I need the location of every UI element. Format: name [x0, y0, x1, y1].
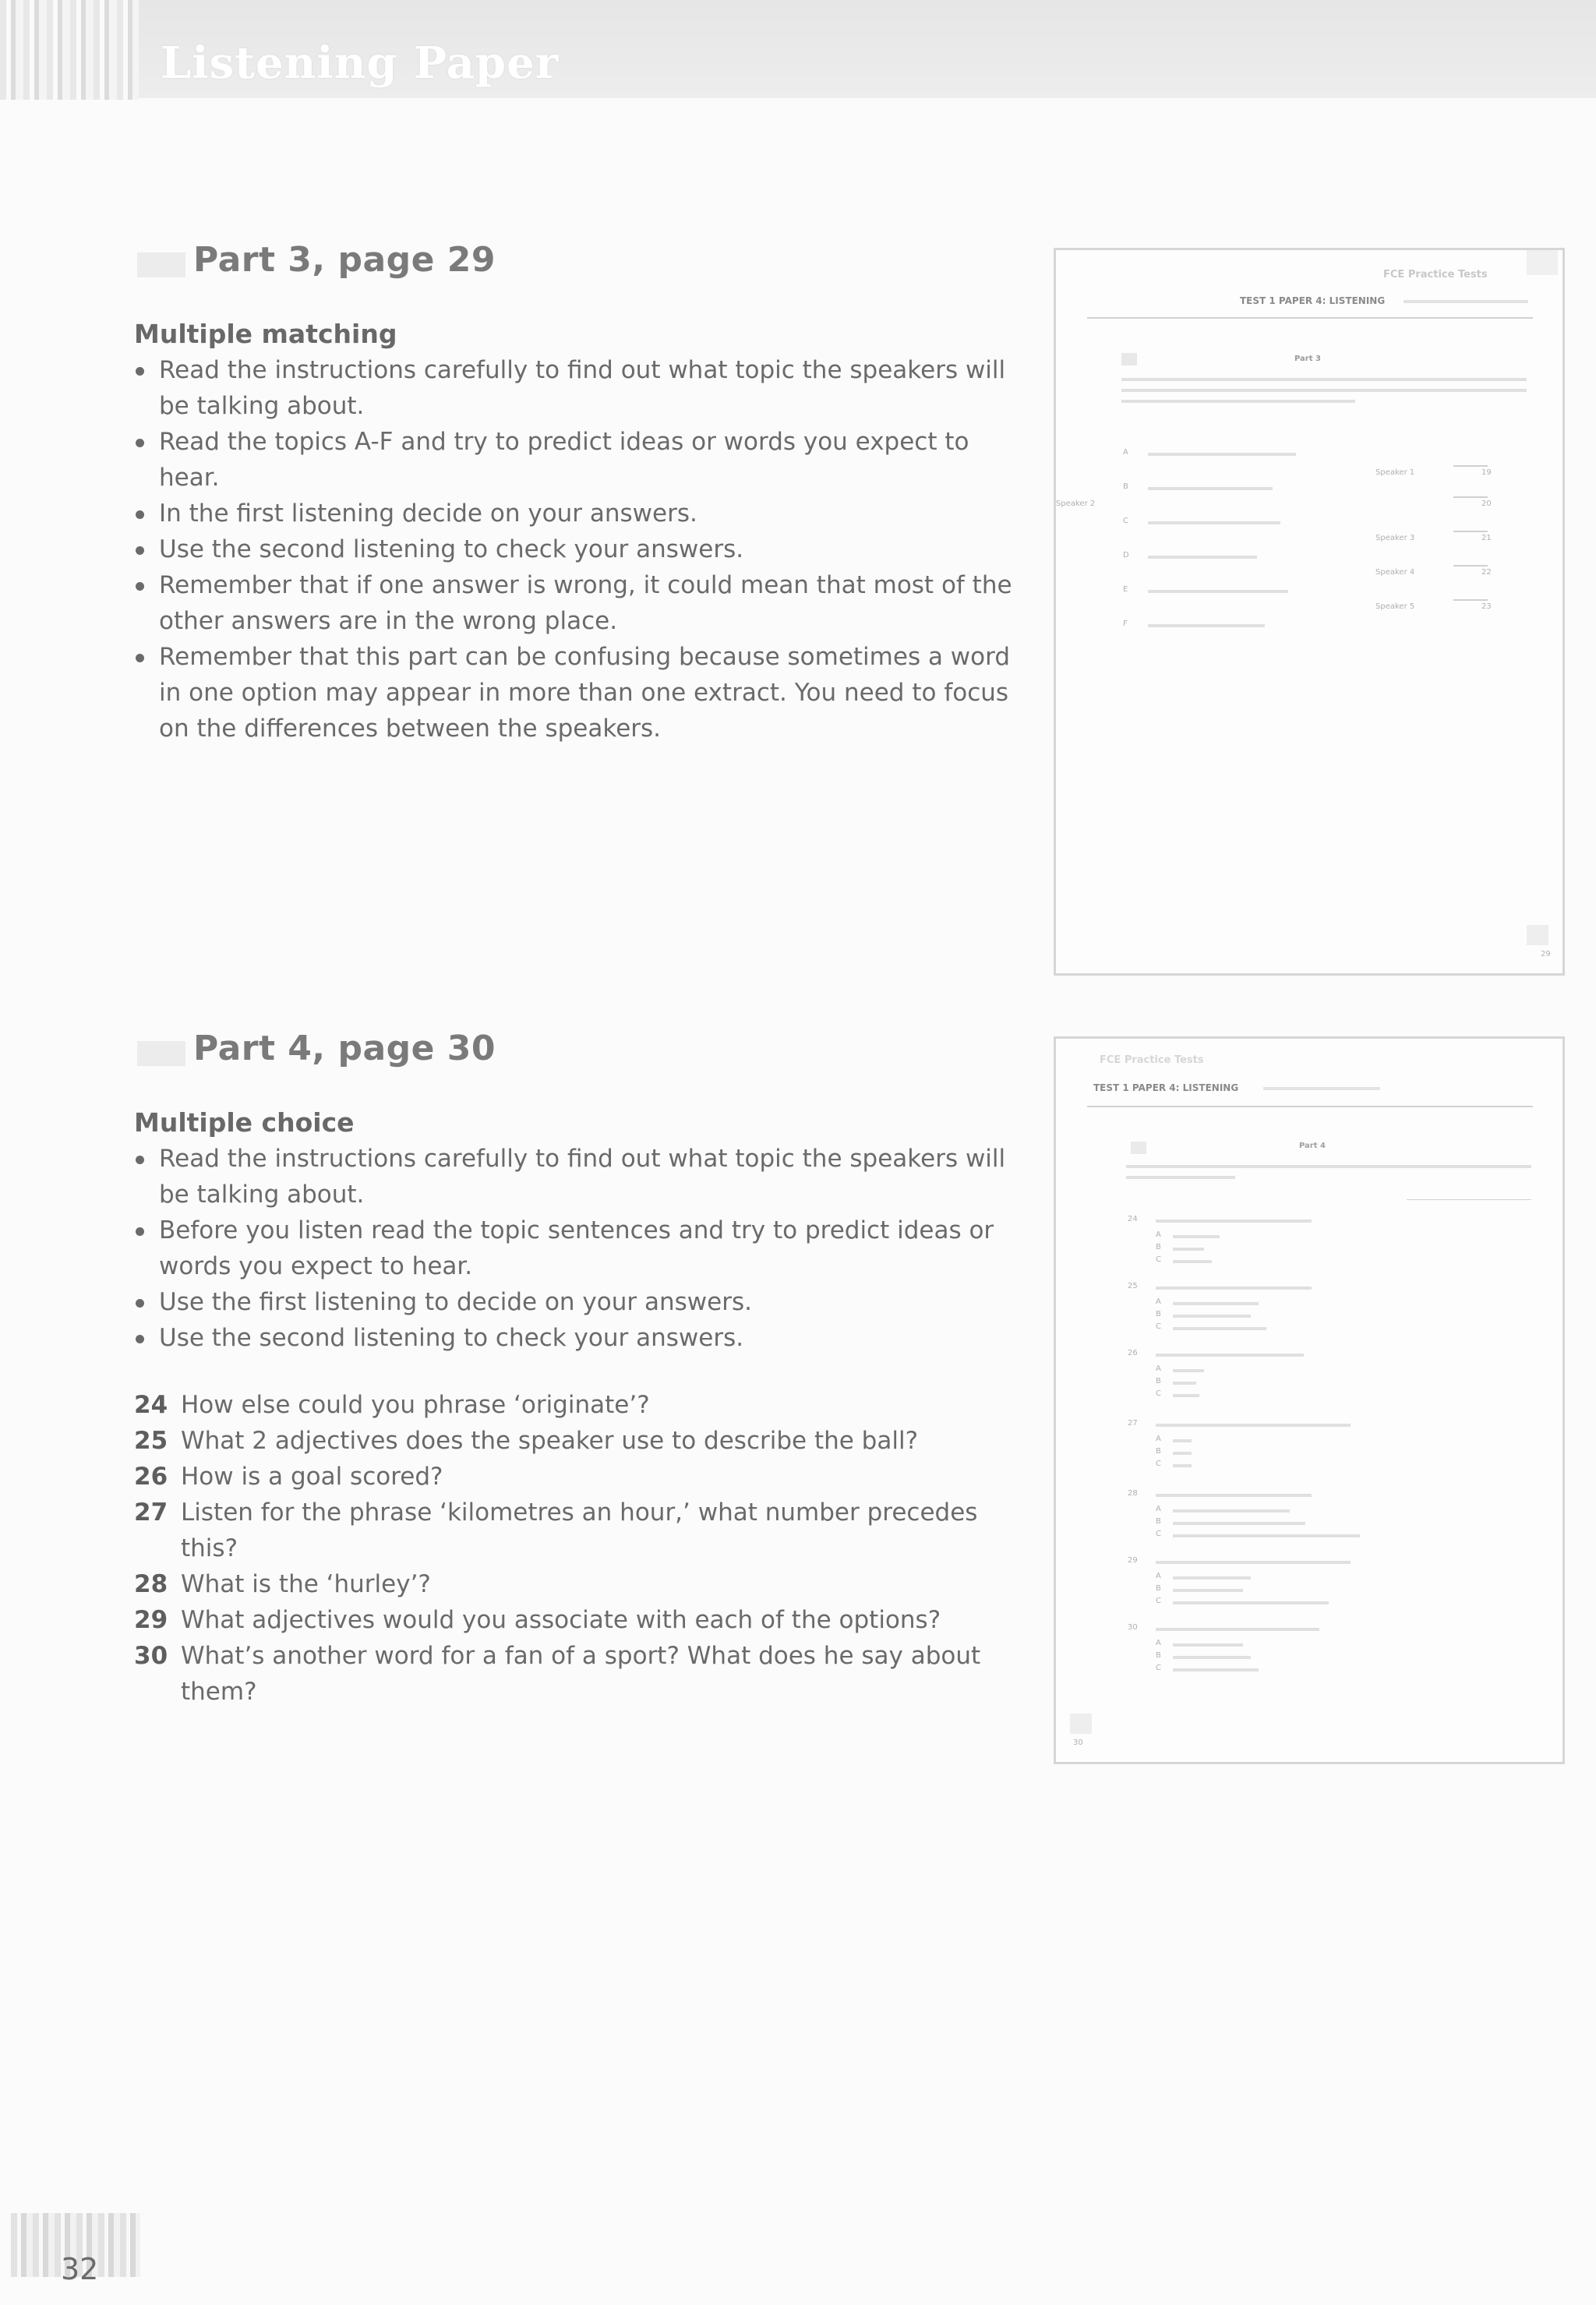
- list-item: Read the instructions carefully to find out what topic the speakers will be talking about.: [134, 1141, 1022, 1213]
- thumbnail-option-text: [1173, 1369, 1204, 1372]
- bullet-icon: [136, 439, 144, 447]
- part3-page-thumbnail: [1054, 248, 1565, 976]
- thumbnail-option-letter: A: [1156, 1435, 1161, 1443]
- part4-title: Part 4, page 30: [193, 1029, 496, 1068]
- part3-bullet-list: [134, 352, 1022, 747]
- thumbnail-option-text: [1148, 521, 1280, 524]
- thumbnail-option-letter: A: [1156, 1364, 1161, 1373]
- page-section-title: Listening Paper: [161, 37, 560, 89]
- question-text: What 2 adjectives does the speaker use to describe the ball?: [181, 1427, 919, 1455]
- thumbnail-question-text: [1156, 1354, 1304, 1357]
- part3-heading: [134, 237, 1022, 291]
- thumbnail-option-text: [1173, 1601, 1329, 1604]
- list-item: Read the instructions carefully to find out what topic the speakers will be talking about.: [134, 352, 1022, 424]
- thumbnail-question-number: 28: [1128, 1489, 1138, 1498]
- thumbnail-option-text: [1148, 556, 1257, 559]
- thumbnail-question-number: 29: [1128, 1556, 1138, 1565]
- thumbnail-option-text: [1173, 1260, 1212, 1263]
- thumbnail-speaker: Speaker 2: [1056, 499, 1096, 508]
- thumbnail-part-label: Part 3: [1294, 355, 1321, 363]
- question-number: 30: [134, 1642, 168, 1670]
- thumbnail-option-letter: A: [1156, 1505, 1161, 1513]
- part3-subhead: Multiple matching: [134, 319, 397, 349]
- thumbnail-option-letter: B: [1156, 1517, 1161, 1526]
- thumbnail-instruction-line: [1121, 400, 1355, 403]
- thumbnail-brand: FCE Practice Tests: [1100, 1054, 1204, 1066]
- thumbnail-corner-box: [1527, 250, 1558, 275]
- question-item: [134, 1602, 1022, 1638]
- thumbnail-heading: TEST 1 PAPER 4: LISTENING: [1093, 1082, 1239, 1093]
- thumbnail-answer-num: 22: [1481, 568, 1492, 577]
- thumbnail-option-text: [1173, 1656, 1251, 1659]
- question-number: 25: [134, 1427, 168, 1455]
- part4-section: [134, 1025, 1022, 1710]
- part-marker-decoration: [137, 252, 185, 277]
- thumbnail-option-letter: C: [1156, 1255, 1161, 1264]
- thumbnail-option-text: [1173, 1302, 1259, 1305]
- bullet-icon: [136, 1227, 144, 1236]
- question-item: [134, 1566, 1022, 1602]
- thumbnail-option-letter: B: [1156, 1584, 1161, 1593]
- thumbnail-speaker: Speaker 1: [1375, 468, 1415, 477]
- thumbnail-question-text: [1156, 1628, 1319, 1631]
- question-item: [134, 1387, 1022, 1423]
- thumbnail-answer-box: [1453, 599, 1488, 601]
- thumbnail-speaker: Speaker 3: [1375, 534, 1415, 542]
- thumbnail-option-letter: A: [1156, 1639, 1161, 1647]
- thumbnail-option-letter: B: [1123, 482, 1128, 491]
- thumbnail-option-letter: C: [1156, 1460, 1161, 1468]
- thumbnail-option-text: [1173, 1668, 1259, 1671]
- thumbnail-answer-box: [1453, 565, 1488, 567]
- thumbnail-question-text: [1156, 1220, 1312, 1223]
- thumbnail-option-text: [1173, 1439, 1192, 1442]
- question-item: [134, 1423, 1022, 1459]
- thumbnail-option-letter: E: [1123, 585, 1128, 594]
- header-stripes-decoration: [0, 0, 139, 100]
- thumbnail-option-text: [1173, 1235, 1220, 1238]
- question-number: 29: [134, 1606, 168, 1634]
- thumbnail-answer-num: 20: [1481, 499, 1492, 508]
- thumbnail-option-text: [1173, 1576, 1251, 1580]
- thumbnail-option-text: [1148, 453, 1296, 456]
- page-number: 32: [61, 2252, 99, 2286]
- thumbnail-part-label: Part 4: [1299, 1142, 1326, 1150]
- thumbnail-instruction-line: [1126, 1165, 1531, 1168]
- thumbnail-option-text: [1173, 1509, 1290, 1513]
- thumbnail-option-letter: C: [1156, 1597, 1161, 1605]
- thumbnail-option-letter: A: [1123, 448, 1128, 457]
- list-item: In the first listening decide on your answers.: [134, 496, 1022, 531]
- thumbnail-option-text: [1173, 1315, 1251, 1318]
- list-item: Use the second listening to check your answers.: [134, 1320, 1022, 1356]
- thumbnail-question-number: 24: [1128, 1215, 1138, 1223]
- bullet-icon: [136, 582, 144, 591]
- thumbnail-option-text: [1173, 1248, 1204, 1251]
- thumbnail-speaker: Speaker 4: [1375, 568, 1415, 577]
- part4-question-list: [134, 1387, 1022, 1710]
- thumbnail-track-icon: [1121, 353, 1137, 365]
- thumbnail-question-number: 30: [1128, 1623, 1138, 1632]
- bullet-icon: [136, 1335, 144, 1343]
- part4-page-thumbnail: [1054, 1036, 1565, 1764]
- thumbnail-option-letter: C: [1123, 517, 1128, 525]
- thumbnail-option-letter: B: [1156, 1447, 1161, 1456]
- question-number: 26: [134, 1463, 168, 1491]
- thumbnail-question-text: [1156, 1424, 1351, 1427]
- part4-heading: [134, 1025, 1022, 1080]
- list-item: Before you listen read the topic sentences and try to predict ideas or words you expect to hear.: [134, 1213, 1022, 1284]
- part3-section: [134, 237, 1022, 747]
- thumbnail-question-number: 25: [1128, 1282, 1138, 1290]
- bullet-icon: [136, 510, 144, 519]
- thumbnail-brand: FCE Practice Tests: [1383, 269, 1488, 281]
- thumbnail-answer-num: 19: [1481, 468, 1492, 477]
- thumbnail-page-number: 30: [1073, 1738, 1083, 1747]
- list-item: Use the second listening to check your answers.: [134, 531, 1022, 567]
- question-text: How is a goal scored?: [181, 1463, 443, 1491]
- thumbnail-option-text: [1173, 1589, 1243, 1592]
- question-item: [134, 1495, 1022, 1566]
- thumbnail-option-letter: D: [1123, 551, 1129, 559]
- question-number: 24: [134, 1391, 168, 1419]
- list-item: Remember that if one answer is wrong, it could mean that most of the other answers are in the wrong place.: [134, 567, 1022, 639]
- thumbnail-question-number: 26: [1128, 1349, 1138, 1357]
- thumbnail-option-text: [1173, 1522, 1305, 1525]
- thumbnail-rule: [1087, 317, 1533, 319]
- thumbnail-option-letter: B: [1156, 1243, 1161, 1251]
- thumbnail-question-text: [1156, 1287, 1312, 1290]
- thumbnail-option-letter: C: [1156, 1389, 1161, 1398]
- question-number: 28: [134, 1570, 168, 1598]
- thumbnail-option-text: [1173, 1452, 1192, 1455]
- thumbnail-option-letter: A: [1156, 1572, 1161, 1580]
- question-text: What’s another word for a fan of a sport? What does he say about them?: [181, 1642, 981, 1706]
- thumbnail-answer-box: [1453, 496, 1488, 498]
- thumbnail-option-letter: F: [1123, 619, 1128, 628]
- thumbnail-option-text: [1148, 624, 1265, 627]
- list-item: Use the first listening to decide on your answers.: [134, 1284, 1022, 1320]
- question-number: 27: [134, 1498, 168, 1527]
- part4-bullet-list: [134, 1141, 1022, 1356]
- thumbnail-option-text: [1148, 487, 1273, 490]
- question-text: What adjectives would you associate with each of the options?: [181, 1606, 941, 1634]
- thumbnail-answer-box: [1453, 465, 1488, 467]
- list-item: Read the topics A-F and try to predict ideas or words you expect to hear.: [134, 424, 1022, 496]
- thumbnail-answer-box: [1453, 531, 1488, 532]
- thumbnail-content: [1056, 1039, 1562, 1762]
- thumbnail-option-text: [1173, 1327, 1266, 1330]
- thumbnail-option-letter: B: [1156, 1651, 1161, 1660]
- thumbnail-answer-line: [1407, 1199, 1531, 1200]
- thumbnail-instruction-line: [1121, 378, 1527, 381]
- question-item: [134, 1459, 1022, 1495]
- thumbnail-option-letter: C: [1156, 1664, 1161, 1672]
- thumbnail-option-text: [1173, 1382, 1196, 1385]
- thumbnail-question-text: [1156, 1494, 1312, 1497]
- thumbnail-content: [1056, 250, 1562, 973]
- thumbnail-rule: [1087, 1106, 1533, 1107]
- question-text: What is the ‘hurley’?: [181, 1570, 431, 1598]
- thumbnail-option-text: [1173, 1534, 1360, 1537]
- thumbnail-option-letter: B: [1156, 1377, 1161, 1385]
- question-item: [134, 1638, 1022, 1710]
- thumbnail-page-tab: [1527, 925, 1548, 945]
- bullet-icon: [136, 1299, 144, 1308]
- question-text: How else could you phrase ‘originate’?: [181, 1391, 650, 1419]
- thumbnail-option-text: [1173, 1394, 1199, 1397]
- thumbnail-heading: TEST 1 PAPER 4: LISTENING: [1240, 295, 1386, 306]
- part4-subhead: Multiple choice: [134, 1107, 355, 1138]
- thumbnail-option-letter: C: [1156, 1530, 1161, 1538]
- bullet-icon: [136, 367, 144, 376]
- thumbnail-heading-subtext: [1263, 1087, 1380, 1090]
- thumbnail-option-text: [1173, 1643, 1243, 1647]
- question-text: Listen for the phrase ‘kilometres an hour,’ what number precedes this?: [181, 1498, 978, 1562]
- part-marker-decoration: [137, 1041, 185, 1066]
- thumbnail-instruction-line: [1121, 389, 1527, 392]
- thumbnail-option-text: [1173, 1464, 1192, 1467]
- thumbnail-option-letter: A: [1156, 1297, 1161, 1306]
- bullet-icon: [136, 654, 144, 662]
- thumbnail-page-tab: [1070, 1714, 1092, 1734]
- thumbnail-answer-num: 21: [1481, 534, 1492, 542]
- list-item: Remember that this part can be confusing because sometimes a word in one option may appear in more than one extract. You need to focus on the differences between the speakers.: [134, 639, 1022, 747]
- thumbnail-option-letter: B: [1156, 1310, 1161, 1318]
- bullet-icon: [136, 546, 144, 555]
- thumbnail-option-letter: A: [1156, 1230, 1161, 1239]
- part3-title: Part 3, page 29: [193, 240, 496, 280]
- thumbnail-speaker: Speaker 5: [1375, 602, 1415, 611]
- thumbnail-page-number: 29: [1541, 950, 1551, 958]
- thumbnail-heading-subtext: [1404, 300, 1528, 303]
- thumbnail-option-letter: C: [1156, 1322, 1161, 1331]
- bullet-icon: [136, 1156, 144, 1164]
- thumbnail-question-number: 27: [1128, 1419, 1138, 1428]
- thumbnail-answer-num: 23: [1481, 602, 1492, 611]
- thumbnail-track-icon: [1131, 1142, 1146, 1154]
- thumbnail-instruction-line: [1126, 1176, 1235, 1179]
- thumbnail-question-text: [1156, 1561, 1351, 1564]
- thumbnail-option-text: [1148, 590, 1288, 593]
